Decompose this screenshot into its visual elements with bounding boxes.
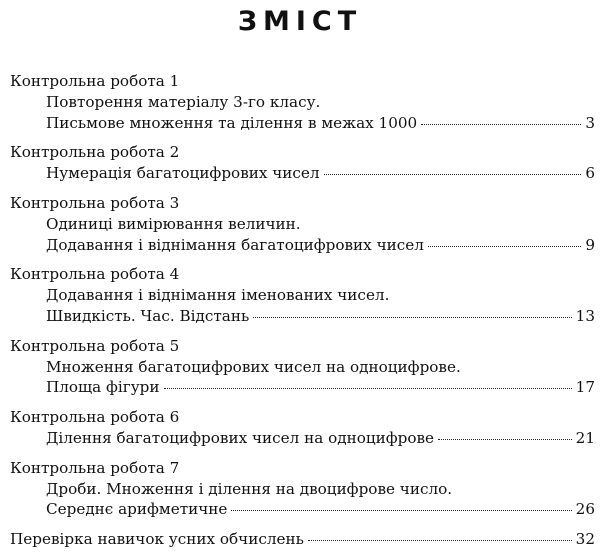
- toc-heading: Контрольна робота 7: [10, 458, 180, 477]
- dot-leader: [253, 317, 571, 318]
- page-number: 13: [575, 306, 595, 325]
- toc-leader-line[interactable]: [10, 163, 595, 184]
- toc-topic: Ділення багатоцифрових чисел на одноцифрове: [46, 428, 435, 447]
- dot-leader: [428, 246, 581, 247]
- toc-entry-1: [10, 71, 595, 133]
- page-number: 21: [575, 428, 595, 447]
- page-number: 26: [575, 500, 595, 519]
- toc-heading: Контрольна робота 2: [10, 143, 180, 162]
- toc-leader-line[interactable]: [10, 377, 595, 398]
- page-number: 17: [575, 378, 595, 397]
- dot-leader: [164, 388, 572, 389]
- dot-leader: [324, 174, 582, 175]
- toc-topic: Додавання і віднімання багатоцифрових чисел: [46, 235, 424, 254]
- toc-entry-2: [10, 142, 595, 184]
- toc-entry-7: [10, 458, 595, 520]
- toc-subtitle-line: Одиниці вимірювання величин.: [46, 214, 301, 233]
- toc-leader-line[interactable]: [10, 306, 595, 327]
- toc-heading: Контрольна робота 1: [10, 72, 180, 90]
- toc-entry-4: [10, 264, 595, 326]
- dot-leader: [231, 510, 571, 511]
- dot-leader: [308, 540, 572, 541]
- toc-subtitle-line: Множення багатоцифрових чисел на одноцифрове.: [46, 357, 461, 376]
- toc-entry-3: [10, 193, 595, 255]
- toc-topic: Нумерація багатоцифрових чисел: [46, 164, 320, 183]
- page-number: 32: [575, 530, 595, 549]
- toc-leader-line[interactable]: [10, 499, 595, 520]
- toc-leader-line[interactable]: [10, 113, 595, 134]
- page-number: 9: [585, 235, 595, 254]
- toc-heading: Контрольна робота 4: [10, 265, 180, 284]
- dot-leader: [421, 124, 581, 125]
- page-number: 6: [585, 164, 595, 183]
- toc-heading: Контрольна робота 6: [10, 408, 180, 427]
- toc-topic: Площа фігури: [46, 378, 160, 397]
- toc-heading: Контрольна робота 3: [10, 193, 180, 212]
- page-number: 3: [585, 113, 595, 132]
- toc-subtitle-line: Повторення матеріалу 3-го класу.: [46, 92, 321, 111]
- toc-topic: Середнє арифметичне: [46, 500, 228, 519]
- toc-leader-line[interactable]: [10, 428, 595, 449]
- dot-leader: [438, 439, 572, 440]
- page-title: ЗМІСТ: [237, 6, 363, 37]
- toc-entry-6: [10, 407, 595, 449]
- toc-topic: Перевірка навичок усних обчислень: [10, 530, 304, 549]
- toc-heading: Контрольна робота 5: [10, 336, 180, 355]
- toc-entry-5: [10, 336, 595, 398]
- table-of-contents: [10, 71, 595, 559]
- toc-subtitle-line: Дроби. Множення і ділення на двоцифрове число.: [46, 479, 453, 498]
- toc-topic: Швидкість. Час. Відстань: [46, 306, 250, 325]
- toc-subtitle-line: Додавання і віднімання іменованих чисел.: [46, 286, 390, 305]
- toc-topic: Письмове множення та ділення в межах 1000: [46, 113, 418, 132]
- toc-leader-line[interactable]: [10, 235, 595, 256]
